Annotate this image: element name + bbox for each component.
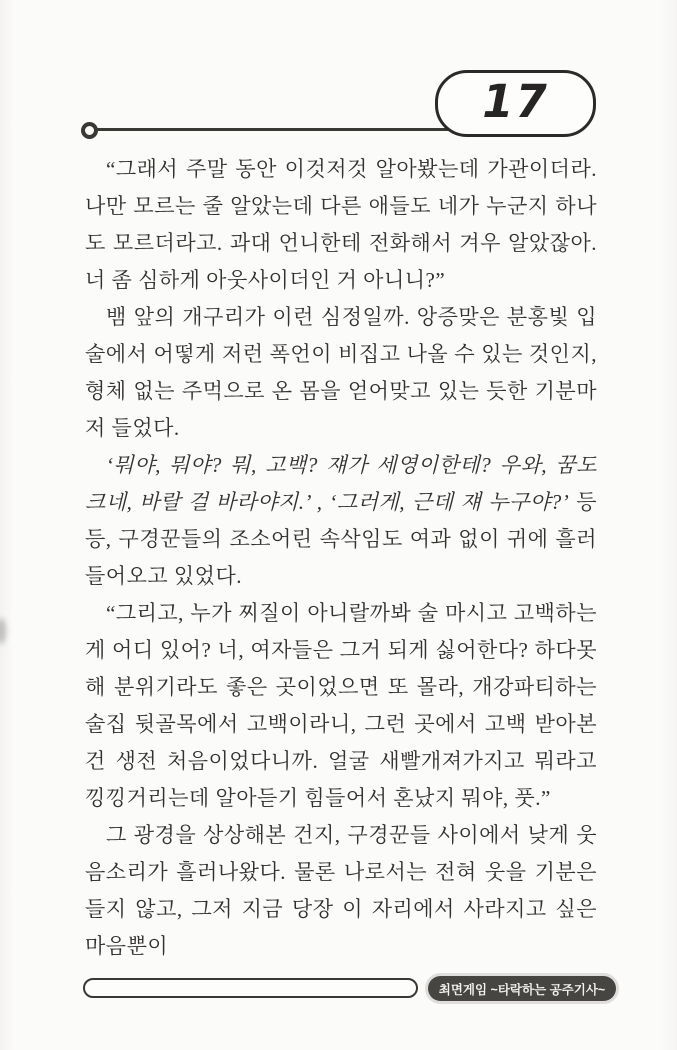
paragraph-narration-1 [85,299,597,447]
page-number-badge [435,70,596,137]
footer-rule-pill [83,978,418,998]
paragraph-text: 그 광경을 상상해본 건지, 구경꾼들 사이에서 낮게 웃음소리가 흘러나왔다. 물론 나로서는 전혀 웃을 기분은 들지 않고, 그저 지금 당장 이 자리에서 사라지고 싶은 마음뿐이 [85,823,597,958]
page-text-block [85,151,597,965]
paragraph-dialogue-2 [85,595,597,817]
paragraph-dialogue-1 [85,151,597,299]
paragraph-text: 등등, 구경꾼들의 조소어린 속삭임도 여과 없이 귀에 흘러들어오고 있었다. [85,490,597,588]
book-title-badge [428,976,616,1001]
scan-smudge-artifact [0,618,6,644]
paragraph-narration-2 [85,817,597,965]
page-number: 17 [482,75,549,128]
header-rule-line [92,128,502,131]
paragraph-text: 뱀 앞의 개구리가 이런 심정일까. 앙증맞은 분홍빛 입술에서 어떻게 저런 폭언이 비집고 나올 수 있는 것인지, 형체 없는 주먹으로 온 몸을 얻어맞고 있는 듯한 기분마저 들었다. [85,305,597,440]
header-ring-ornament [81,122,98,139]
paragraph-whispers [85,447,597,595]
paragraph-text: “그리고, 누가 찌질이 아니랄까봐 술 마시고 고백하는 게 어디 있어? 너, 여자들은 그거 되게 싫어한다? 하다못해 분위기라도 좋은 곳이었으면 또 몰라, 개강파티하는 술집 뒷골목에서 고백이라니, 그런 곳에서 고백 받아본 건 생전 처음이었다니까. 얼굴 새빨개져가지고 뭐라고 낑낑거리는데 알아듣기 힘들어서 혼났지 뭐야, 풋.” [85,601,597,810]
book-title: 최면게임 ~타락하는 공주기사~ [438,982,606,997]
paragraph-text: “그래서 주말 동안 이것저것 알아봤는데 가관이더라. 나만 모르는 줄 알았는데 다른 애들도 네가 누군지 하나도 모르더라고. 과대 언니한테 전화해서 겨우 알았잖아. 너 좀 심하게 아웃사이더인 거 아니니?” [85,157,597,292]
paragraph-text-italic: ‘뭐야, 뭐야? 뭐, 고백? 쟤가 세영이한테? 우와, 꿈도 크네, 바랄 걸 바라야지.’ , ‘그러게, 근데 쟤 누구야?’ [85,453,597,514]
